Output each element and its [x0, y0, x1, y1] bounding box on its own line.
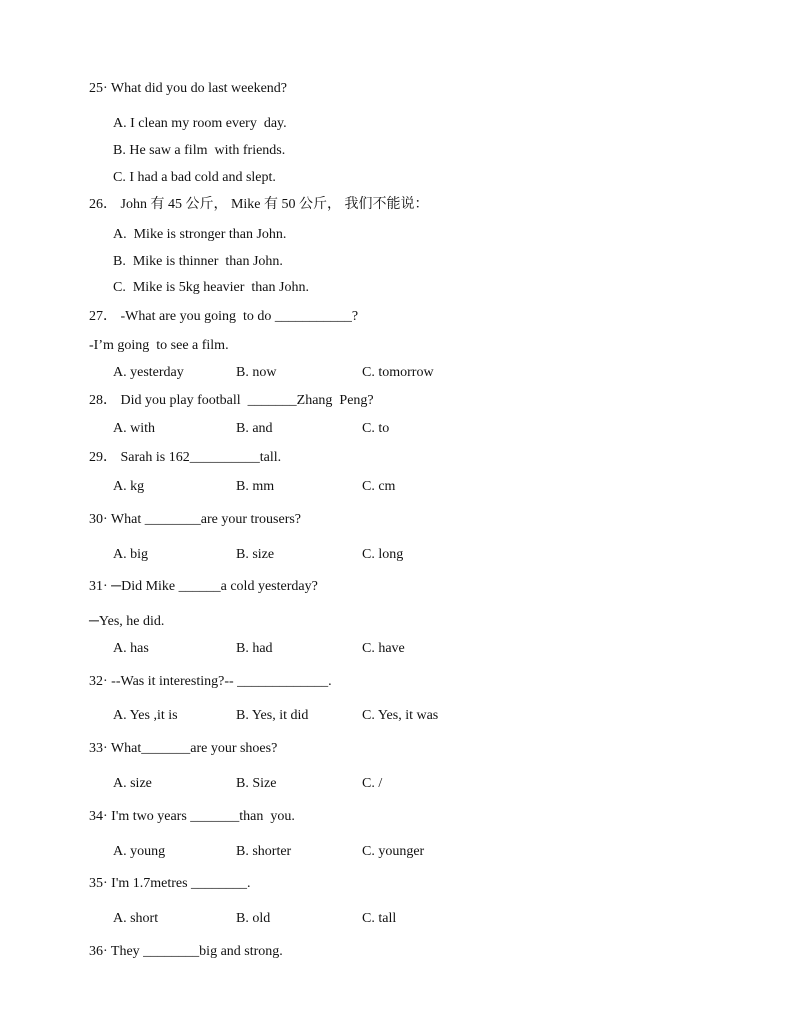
question-35-option-c[interactable]: C. tall	[362, 911, 397, 926]
question-26-option-a[interactable]: A. Mike is stronger than John.	[113, 227, 287, 242]
question-32: 32· --Was it interesting?-- _____________.	[89, 674, 332, 689]
question-28-option-b[interactable]: B. and	[236, 421, 273, 436]
question-33-option-c[interactable]: C. /	[362, 776, 383, 791]
question-30: 30· What ________are your trousers?	[89, 512, 302, 527]
question-35-option-b[interactable]: B. old	[236, 911, 271, 926]
question-30-option-c[interactable]: C. long	[362, 547, 404, 562]
question-36: 36· They ________big and strong.	[89, 944, 283, 959]
question-34-option-b[interactable]: B. shorter	[236, 844, 292, 859]
question-35-option-a[interactable]: A. short	[113, 911, 159, 926]
question-31-option-b[interactable]: B. had	[236, 641, 273, 656]
question-28: 28． Did you play football _______Zhang Peng?	[89, 393, 374, 408]
question-32-option-a[interactable]: A. Yes ,it is	[113, 708, 178, 723]
question-27: 27． -What are you going to do ___________?	[89, 309, 359, 324]
question-32-option-c[interactable]: C. Yes, it was	[362, 708, 439, 723]
question-26-option-b[interactable]: B. Mike is thinner than John.	[113, 254, 283, 269]
question-25-option-b[interactable]: B. He saw a film with friends.	[113, 143, 286, 158]
question-31-option-a[interactable]: A. has	[113, 641, 149, 656]
question-29-option-c[interactable]: C. cm	[362, 479, 396, 494]
question-33-option-b[interactable]: B. Size	[236, 776, 277, 791]
question-29-option-a[interactable]: A. kg	[113, 479, 145, 494]
question-33: 33· What_______are your shoes?	[89, 741, 278, 756]
question-34: 34· I'm two years _______than you.	[89, 809, 295, 824]
question-26-option-c[interactable]: C. Mike is 5kg heavier than John.	[113, 280, 309, 295]
question-29-option-b[interactable]: B. mm	[236, 479, 275, 494]
question-31-reply: ─Yes, he did.	[89, 614, 165, 629]
question-31: 31· ─Did Mike ______a cold yesterday?	[89, 579, 318, 594]
question-27-reply: -I’m going to see a film.	[89, 338, 229, 353]
question-28-option-a[interactable]: A. with	[113, 421, 155, 436]
question-25-option-a[interactable]: A. I clean my room every day.	[113, 116, 287, 131]
question-34-option-a[interactable]: A. young	[113, 844, 166, 859]
question-25: 25· What did you do last weekend?	[89, 81, 288, 96]
question-26: 26． John 有 45 公斤， Mike 有 50 公斤， 我们不能说：	[89, 197, 429, 212]
question-29: 29． Sarah is 162__________tall.	[89, 450, 282, 465]
question-28-option-c[interactable]: C. to	[362, 421, 390, 436]
question-27-option-c[interactable]: C. tomorrow	[362, 365, 434, 380]
question-27-option-a[interactable]: A. yesterday	[113, 365, 184, 380]
question-30-option-a[interactable]: A. big	[113, 547, 148, 562]
question-32-option-b[interactable]: B. Yes, it did	[236, 708, 309, 723]
question-27-option-b[interactable]: B. now	[236, 365, 277, 380]
question-34-option-c[interactable]: C. younger	[362, 844, 425, 859]
question-30-option-b[interactable]: B. size	[236, 547, 275, 562]
question-35: 35· I'm 1.7metres ________.	[89, 876, 251, 891]
question-33-option-a[interactable]: A. size	[113, 776, 152, 791]
question-25-option-c[interactable]: C. I had a bad cold and slept.	[113, 170, 276, 185]
question-31-option-c[interactable]: C. have	[362, 641, 405, 656]
